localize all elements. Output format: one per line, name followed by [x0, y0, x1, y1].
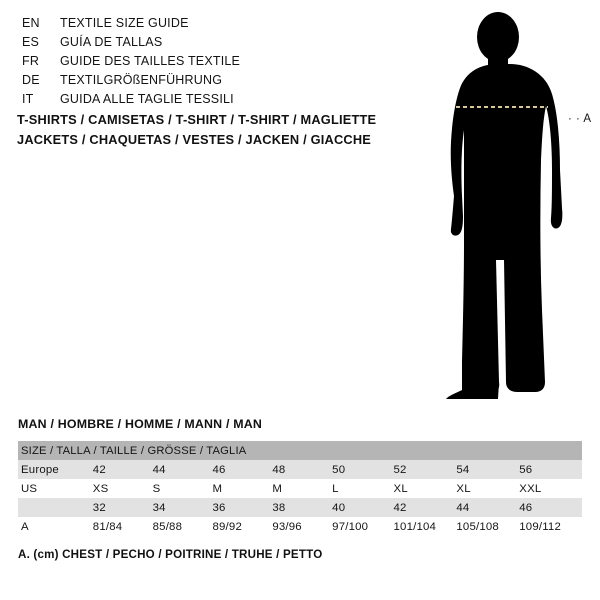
language-title: TEXTILGRÖßENFÜHRUNG — [60, 73, 223, 87]
cell: L — [332, 479, 393, 498]
cell: 56 — [519, 460, 582, 479]
table-header-label: SIZE / TALLA / TAILLE / GRÖSSE / TAGLIA — [18, 441, 582, 460]
table-row — [18, 479, 582, 498]
cell: 93/96 — [272, 517, 332, 536]
cell: 44 — [153, 460, 213, 479]
cell: 109/112 — [519, 517, 582, 536]
cell: XL — [456, 479, 519, 498]
language-list — [22, 14, 382, 109]
table-title: MAN / HOMBRE / HOMME / MANN / MAN — [18, 417, 263, 431]
measure-dash-icon: · · — [568, 113, 581, 125]
cell: 105/108 — [456, 517, 519, 536]
row-label: US — [18, 479, 93, 498]
language-row — [22, 52, 382, 71]
language-row — [22, 33, 382, 52]
silhouette-icon — [400, 10, 600, 400]
language-title: GUIDE DES TAILLES TEXTILE — [60, 54, 241, 68]
category-list — [17, 110, 376, 150]
cell: 46 — [212, 460, 272, 479]
language-code: DE — [22, 73, 40, 87]
cell: 52 — [394, 460, 457, 479]
cell: 34 — [153, 498, 213, 517]
table-header-row — [18, 441, 582, 460]
cell: 50 — [332, 460, 393, 479]
language-code: ES — [22, 35, 40, 49]
cell: M — [272, 479, 332, 498]
cell: 42 — [93, 460, 153, 479]
cell: 81/84 — [93, 517, 153, 536]
cell: 42 — [394, 498, 457, 517]
table-row — [18, 460, 582, 479]
cell: XS — [93, 479, 153, 498]
language-code: FR — [22, 54, 40, 68]
row-label: Europe — [18, 460, 93, 479]
language-title: TEXTILE SIZE GUIDE — [60, 16, 189, 30]
row-label: A — [18, 517, 93, 536]
cell: 46 — [519, 498, 582, 517]
language-row — [22, 71, 382, 90]
size-table — [18, 441, 582, 536]
cell: 54 — [456, 460, 519, 479]
cell: 48 — [272, 460, 332, 479]
table-row — [18, 517, 582, 536]
category-jackets: JACKETS / CHAQUETAS / VESTES / JACKEN / GIACCHE — [17, 132, 372, 147]
cell: 32 — [93, 498, 153, 517]
cell: 40 — [332, 498, 393, 517]
language-row — [22, 14, 382, 33]
category-tshirts: T-SHIRTS / CAMISETAS / T-SHIRT / T-SHIRT / MAGLIETTE — [17, 112, 377, 127]
cell: S — [153, 479, 213, 498]
cell: 97/100 — [332, 517, 393, 536]
male-silhouette-figure — [400, 10, 600, 400]
measure-label-a — [568, 113, 592, 125]
cell: 44 — [456, 498, 519, 517]
table-footnote: A. (cm) CHEST / PECHO / POITRINE / TRUHE / PETTO — [18, 548, 323, 561]
language-code: IT — [22, 92, 34, 106]
cell: XL — [394, 479, 457, 498]
language-row — [22, 90, 382, 109]
cell: XXL — [519, 479, 582, 498]
table-row — [18, 498, 582, 517]
language-title: GUÍA DE TALLAS — [60, 35, 163, 49]
cell: 36 — [212, 498, 272, 517]
cell: 38 — [272, 498, 332, 517]
language-title: GUIDA ALLE TAGLIE TESSILI — [60, 92, 234, 106]
cell: 101/104 — [394, 517, 457, 536]
measure-letter: A — [583, 113, 592, 125]
cell: M — [212, 479, 272, 498]
cell: 85/88 — [153, 517, 213, 536]
row-label — [18, 498, 93, 517]
cell: 89/92 — [212, 517, 272, 536]
language-code: EN — [22, 16, 40, 30]
